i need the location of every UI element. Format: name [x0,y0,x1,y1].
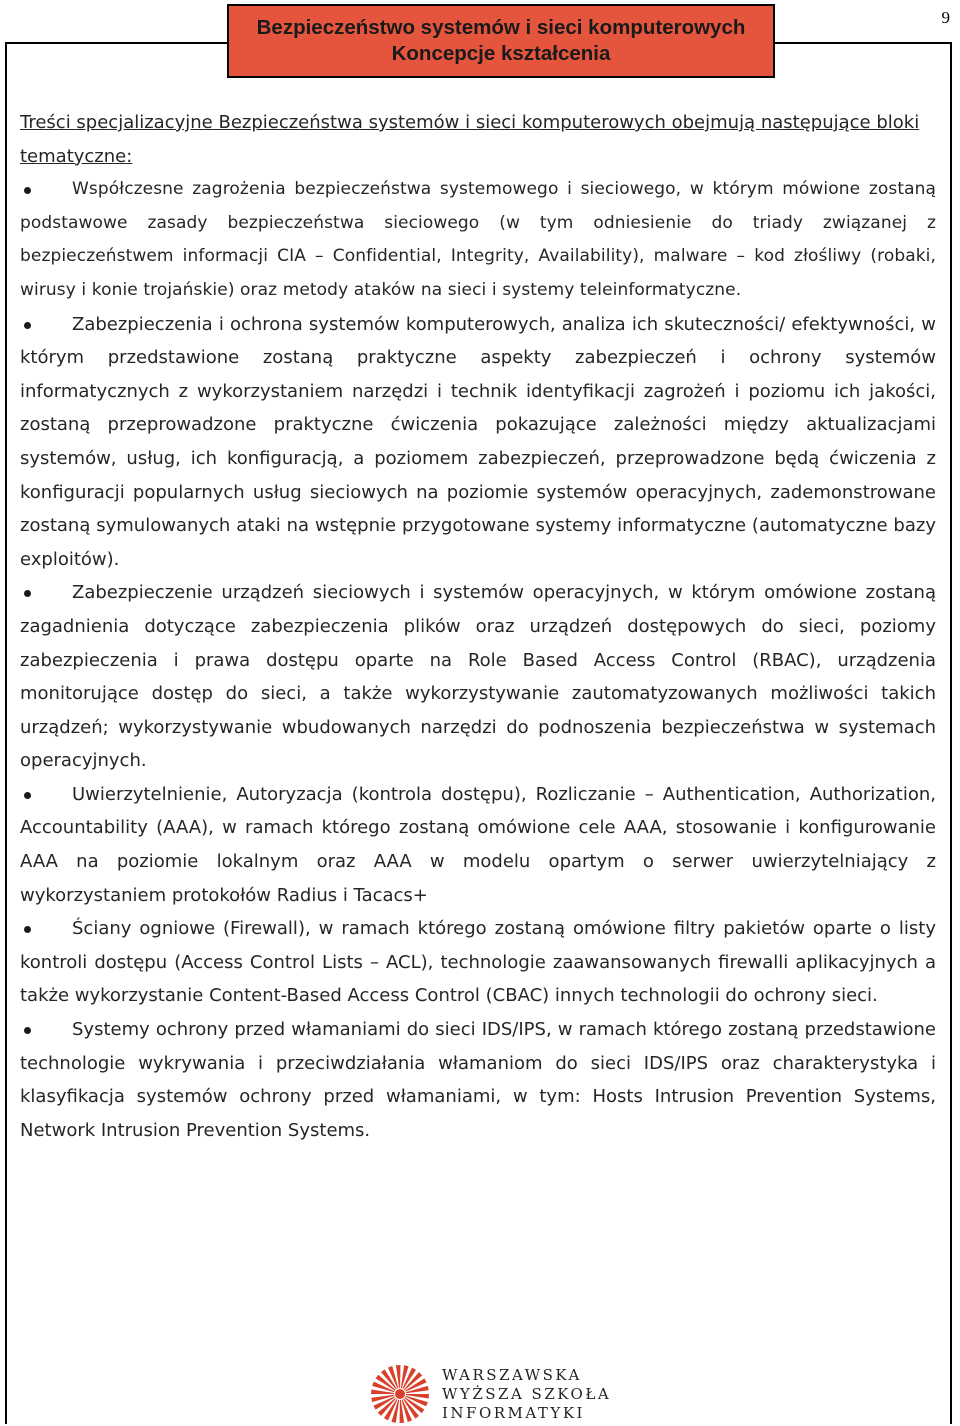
page-number: 9 [941,8,950,27]
logo-line1: WARSZAWSKA [442,1366,582,1384]
logo-line3: INFORMATYKI [442,1404,585,1422]
intro-paragraph: Treści specjalizacyjne Bezpieczeństwa systemów i sieci komputerowych obejmują następujące bloki tematyczne: [20,112,920,167]
main-content [20,106,936,1147]
list-item: Ściany ogniowe (Firewall), w ramach którego zostaną omówione filtry pakietów oparte o listy kontroli dostępu (Access Control Lists – ACL), technologie zaawansowanych firewalli aplikacyjnych a także wykorzystanie Content-Based Access Control (CBAC) innych technologii do ochrony sieci. [20,912,936,1013]
logo-mark-icon [370,1364,430,1424]
header-title-line1: Bezpieczeństwo systemów i sieci komputerowych [256,16,746,39]
logo-line2: WYŻSZA SZKOŁA [442,1385,612,1403]
logo-text [442,1366,611,1423]
list-item: Współczesne zagrożenia bezpieczeństwa systemowego i sieciowego, w którym mówione zostaną podstawowe zasady bezpieczeństwa sieciowego (w tym odniesienie do triady związanej z bezpieczeństwem informacji CIA – Confidential, Integrity, Availability), malware – kod złośliwy (robaki, wirusy i konie trojańskie) oraz metody ataków na sieci i systemy teleinformatyczne. [20,173,936,307]
list-item: Uwierzytelnienie, Autoryzacja (kontrola dostępu), Rozliczanie – Authentication, Authorization, Accountability (AAA), w ramach którego zostaną omówione cele AAA, stosowanie i konfigurowanie AAA na poziomie lokalnym oraz AAA w modelu opartym o serwer uwierzytelniający z wykorzystaniem protokołów Radius i Tacacs+ [20,778,936,912]
header-banner [227,4,775,78]
logo-center [395,1389,405,1399]
topic-list [20,173,936,1147]
list-item: Zabezpieczenia i ochrona systemów komputerowych, analiza ich skuteczności/ efektywności, w którym przedstawione zostaną praktyczne aspekty zabezpieczeń i ochrony systemów informatycznych z wykorzystaniem narzędzi i technik identyfikacji zagrożeń i poziomu ich jakości, zostaną przeprowadzone praktyczne ćwiczenia pokazujące zależności między aktualizacjami systemów, usług, ich konfiguracją, a poziomem zabezpieczeń, przeprowadzone będą ćwiczenia z konfiguracji popularnych usług sieciowych na poziomie systemów operacyjnych, zademonstrowane zostaną symulowanych ataki na wstępnie przygotowane systemy informatyczne (automatyczne bazy exploitów). [20,308,936,577]
list-item: Systemy ochrony przed włamaniami do sieci IDS/IPS, w ramach którego zostaną przedstawione technologie wykrywania i przeciwdziałania włamaniom do sieci IDS/IPS oraz charakterystyka i klasyfikacja systemów ochrony przed włamaniami, w tym: Hosts Intrusion Prevention Systems, Network Intrusion Prevention Systems. [20,1013,936,1147]
university-logo [370,1362,610,1426]
list-item: Zabezpieczenie urządzeń sieciowych i systemów operacyjnych, w którym omówione zostaną zagadnienia dotyczące zabezpieczenia plików oraz urządzeń dostępowych do sieci, poziomy zabezpieczenia i prawa dostępu oparte na Role Based Access Control (RBAC), urządzenia monitorujące dostęp do sieci, a także wykorzystywanie zautomatyzowanych możliwości takich urządzeń; wykorzystywanie wbudowanych narzędzi do podnoszenia bezpieczeństwa w systemach operacyjnych. [20,576,936,778]
header-title-line2: Koncepcje kształcenia [391,42,611,65]
